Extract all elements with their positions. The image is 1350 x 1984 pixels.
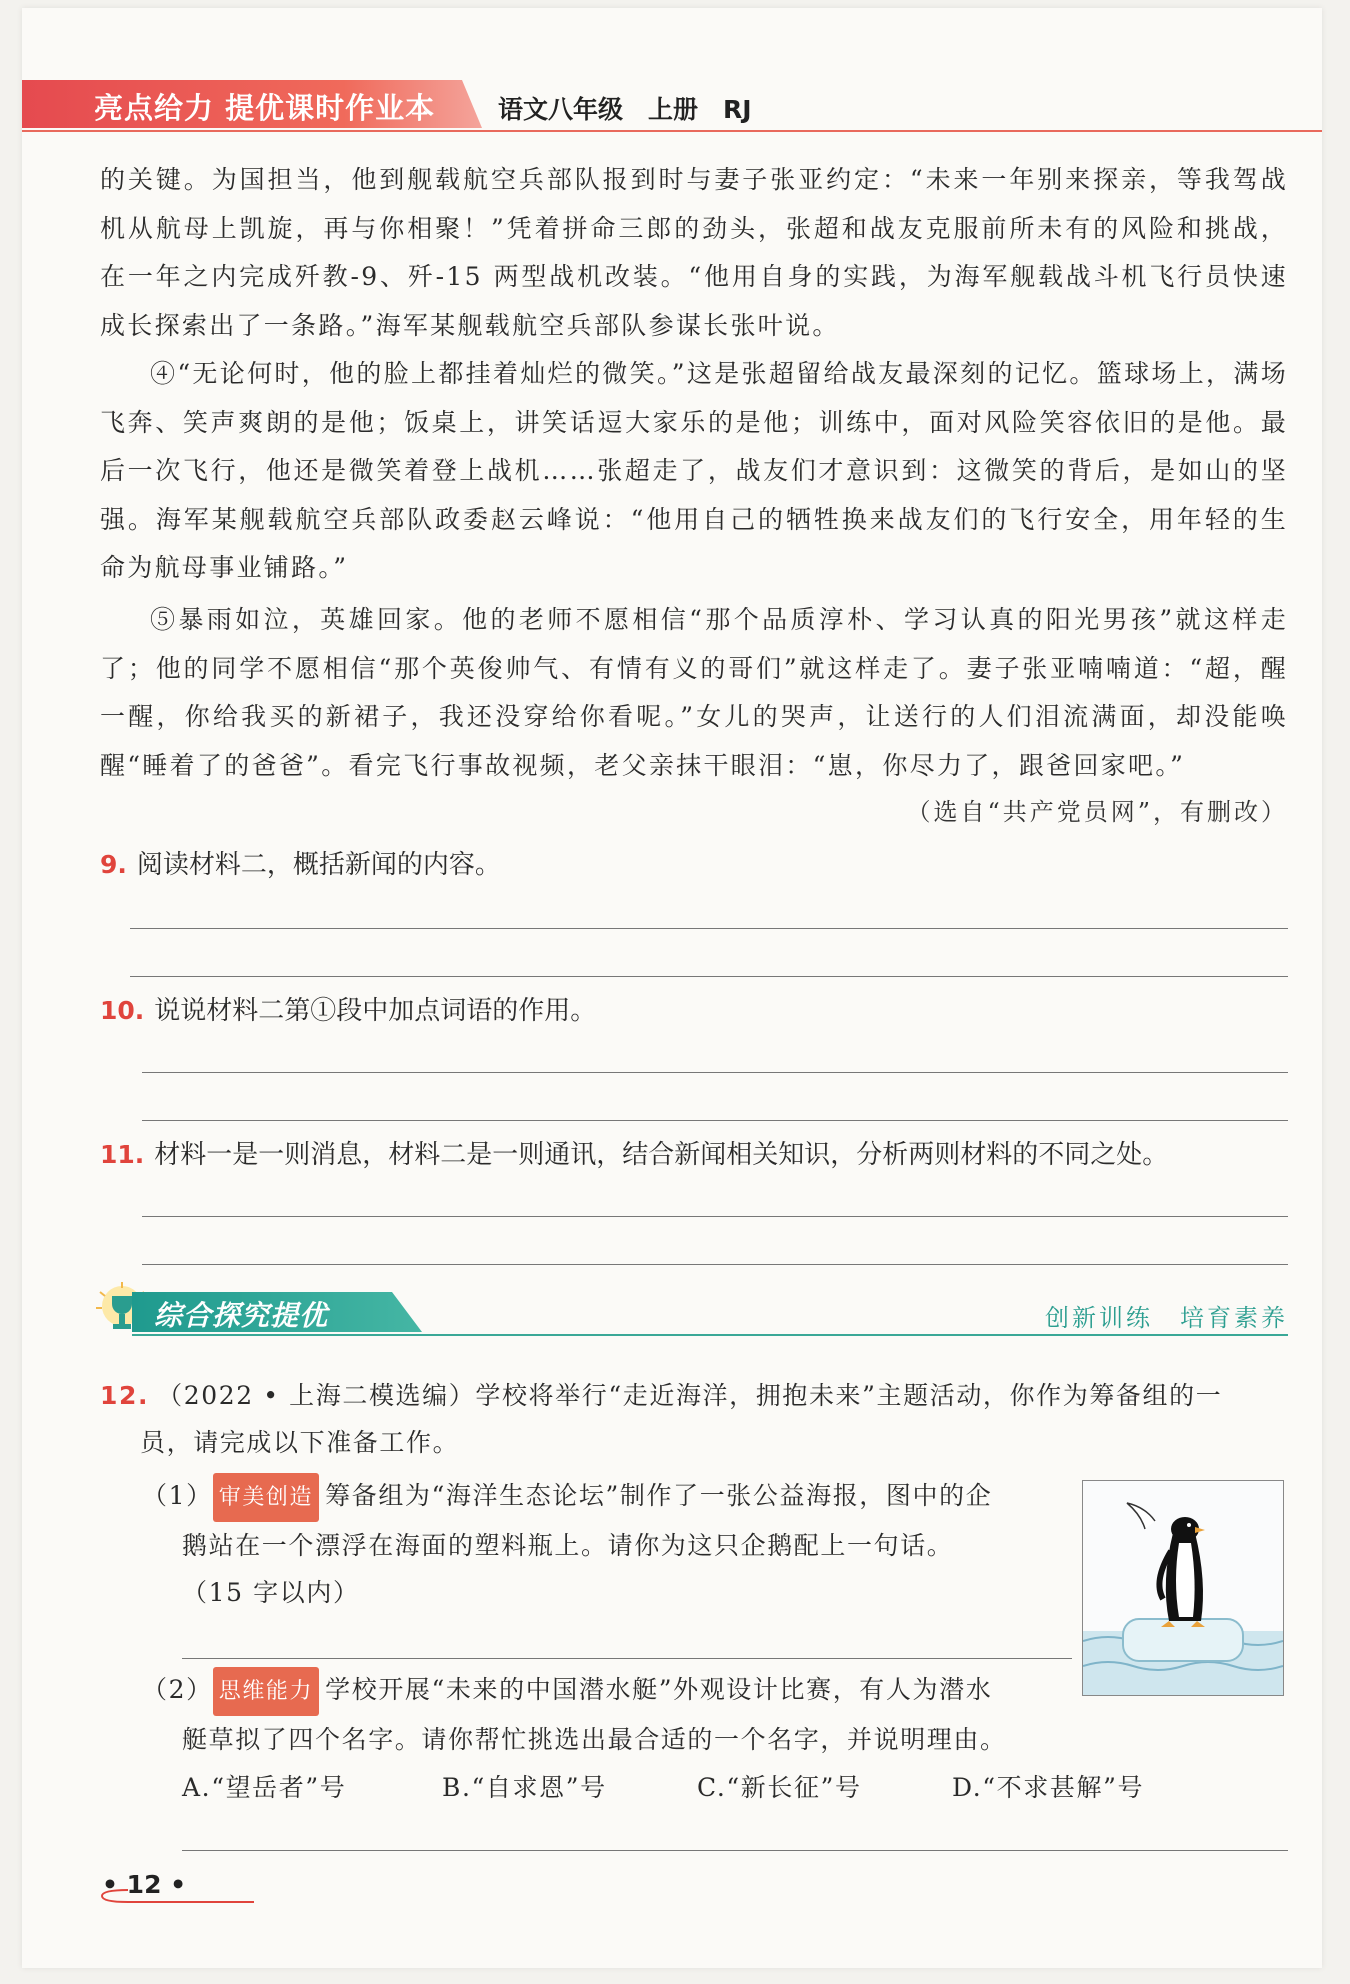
penguin-on-bottle-illustration	[1083, 1481, 1283, 1695]
workbook-page	[22, 8, 1322, 1968]
question-12-part-1	[142, 1472, 1082, 1616]
header-rule	[22, 130, 1322, 132]
material-source: （选自“共产党员网”，有删改）	[906, 798, 1288, 826]
banner-rule	[132, 1334, 1288, 1336]
answer-line[interactable]	[142, 1264, 1288, 1265]
material-paragraph-5: ⑤暴雨如泣，英雄回家。他的老师不愿相信“那个品质淳朴、学习认真的阳光男孩”就这样走了；他的同学不愿相信“那个英俊帅气、有情有义的哥们”就这样走了。妻子张亚喃喃道：“超，醒一醒，你给我买的新裙子，我还没穿给你看呢。”女儿的哭声，让送行的人们泪流满面，却没能唤醒“睡着了的爸爸”。看完飞行事故视频，老父亲抹干眼泪：“崽，你尽力了，跟爸回家吧。”	[100, 605, 1288, 780]
question-10	[100, 990, 596, 1027]
question-number: 9.	[100, 850, 127, 879]
material-paragraph-3: 的关键。为国担当，他到舰载航空兵部队报到时与妻子张亚约定：“未来一年别来探亲，等我驾战机从航母上凯旋，再与你相聚！”凭着拼命三郎的劲头，张超和战友克服前所未有的风险和挑战，在一年之内完成歼教-9、歼-15 两型战机改装。“他用自身的实践，为海军舰载战斗机飞行员快速成长探索出了一条路。”海军某舰载航空兵部队参谋长张叶说。	[100, 165, 1288, 340]
part-text: 筹备组为“海洋生态论坛”制作了一张公益海报，图中的企	[325, 1481, 993, 1510]
skill-tag: 思维能力	[213, 1667, 319, 1716]
answer-line[interactable]	[142, 1120, 1288, 1121]
question-text: （2022 • 上海二模选编）学校将举行“走近海洋，拥抱未来”主题活动，你作为筹备组的一	[157, 1381, 1223, 1410]
option-c[interactable]: C.“新长征”号	[697, 1773, 862, 1802]
part-text: （15 字以内）	[182, 1578, 360, 1607]
part-text: 学校开展“未来的中国潜水艇”外观设计比赛，有人为潜水	[325, 1675, 993, 1704]
book-title: 亮点给力 提优课时作业本	[94, 91, 436, 125]
section-title: 综合探究提优	[154, 1299, 329, 1332]
question-number: 12.	[100, 1381, 150, 1410]
question-text: 材料一是一则消息，材料二是一则通讯，结合新闻相关知识，分析两则材料的不同之处。	[154, 1140, 1169, 1170]
page-header	[22, 80, 1322, 132]
section-banner	[94, 1282, 1288, 1342]
part-label: （1）	[142, 1481, 213, 1510]
option-list	[182, 1764, 1282, 1811]
book-subtitle: 语文八年级 上册 RJ	[498, 95, 752, 124]
answer-line[interactable]	[182, 1850, 1288, 1851]
part-text: 艇草拟了四个名字。请你帮忙挑选出最合适的一个名字，并说明理由。	[182, 1725, 1007, 1754]
page-number: • 12 •	[102, 1870, 187, 1899]
part-label: （2）	[142, 1675, 213, 1704]
answer-line[interactable]	[142, 1072, 1288, 1073]
question-number: 11.	[100, 1140, 145, 1169]
answer-line[interactable]	[130, 928, 1288, 929]
skill-tag: 审美创造	[213, 1473, 319, 1522]
answer-line[interactable]	[130, 976, 1288, 977]
option-a[interactable]: A.“望岳者”号	[182, 1773, 347, 1802]
question-12-intro	[100, 1372, 1290, 1466]
question-number: 10.	[100, 996, 145, 1025]
question-text: 说说材料二第①段中加点词语的作用。	[154, 996, 597, 1026]
section-motto: 创新训练 培育素养	[1045, 1304, 1288, 1332]
option-b[interactable]: B.“自求恩”号	[442, 1773, 607, 1802]
material-paragraph-4: ④“无论何时，他的脸上都挂着灿烂的微笑。”这是张超留给战友最深刻的记忆。篮球场上，满场飞奔、笑声爽朗的是他；饭桌上，讲笑话逗大家乐的是他；训练中，面对风险笑容依旧的是他。最后一次飞行，他还是微笑着登上战机……张超走了，战友们才意识到：这微笑的背后，是如山的坚强。海军某舰载航空兵部队政委赵云峰说：“他用自己的牺牲换来战友们的飞行安全，用年轻的生命为航母事业铺路。”	[100, 359, 1288, 582]
question-text-cont: 员，请完成以下准备工作。	[140, 1428, 460, 1457]
part-text: 鹅站在一个漂浮在海面的塑料瓶上。请你为这只企鹅配上一句话。	[182, 1531, 954, 1560]
answer-line[interactable]	[182, 1658, 1072, 1659]
question-9	[100, 844, 501, 881]
question-12-part-2	[142, 1666, 1292, 1763]
question-11	[100, 1134, 1168, 1171]
poster-image	[1082, 1480, 1284, 1696]
answer-line[interactable]	[142, 1216, 1288, 1217]
option-d[interactable]: D.“不求甚解”号	[952, 1773, 1145, 1802]
question-text: 阅读材料二，概括新闻的内容。	[136, 850, 501, 880]
